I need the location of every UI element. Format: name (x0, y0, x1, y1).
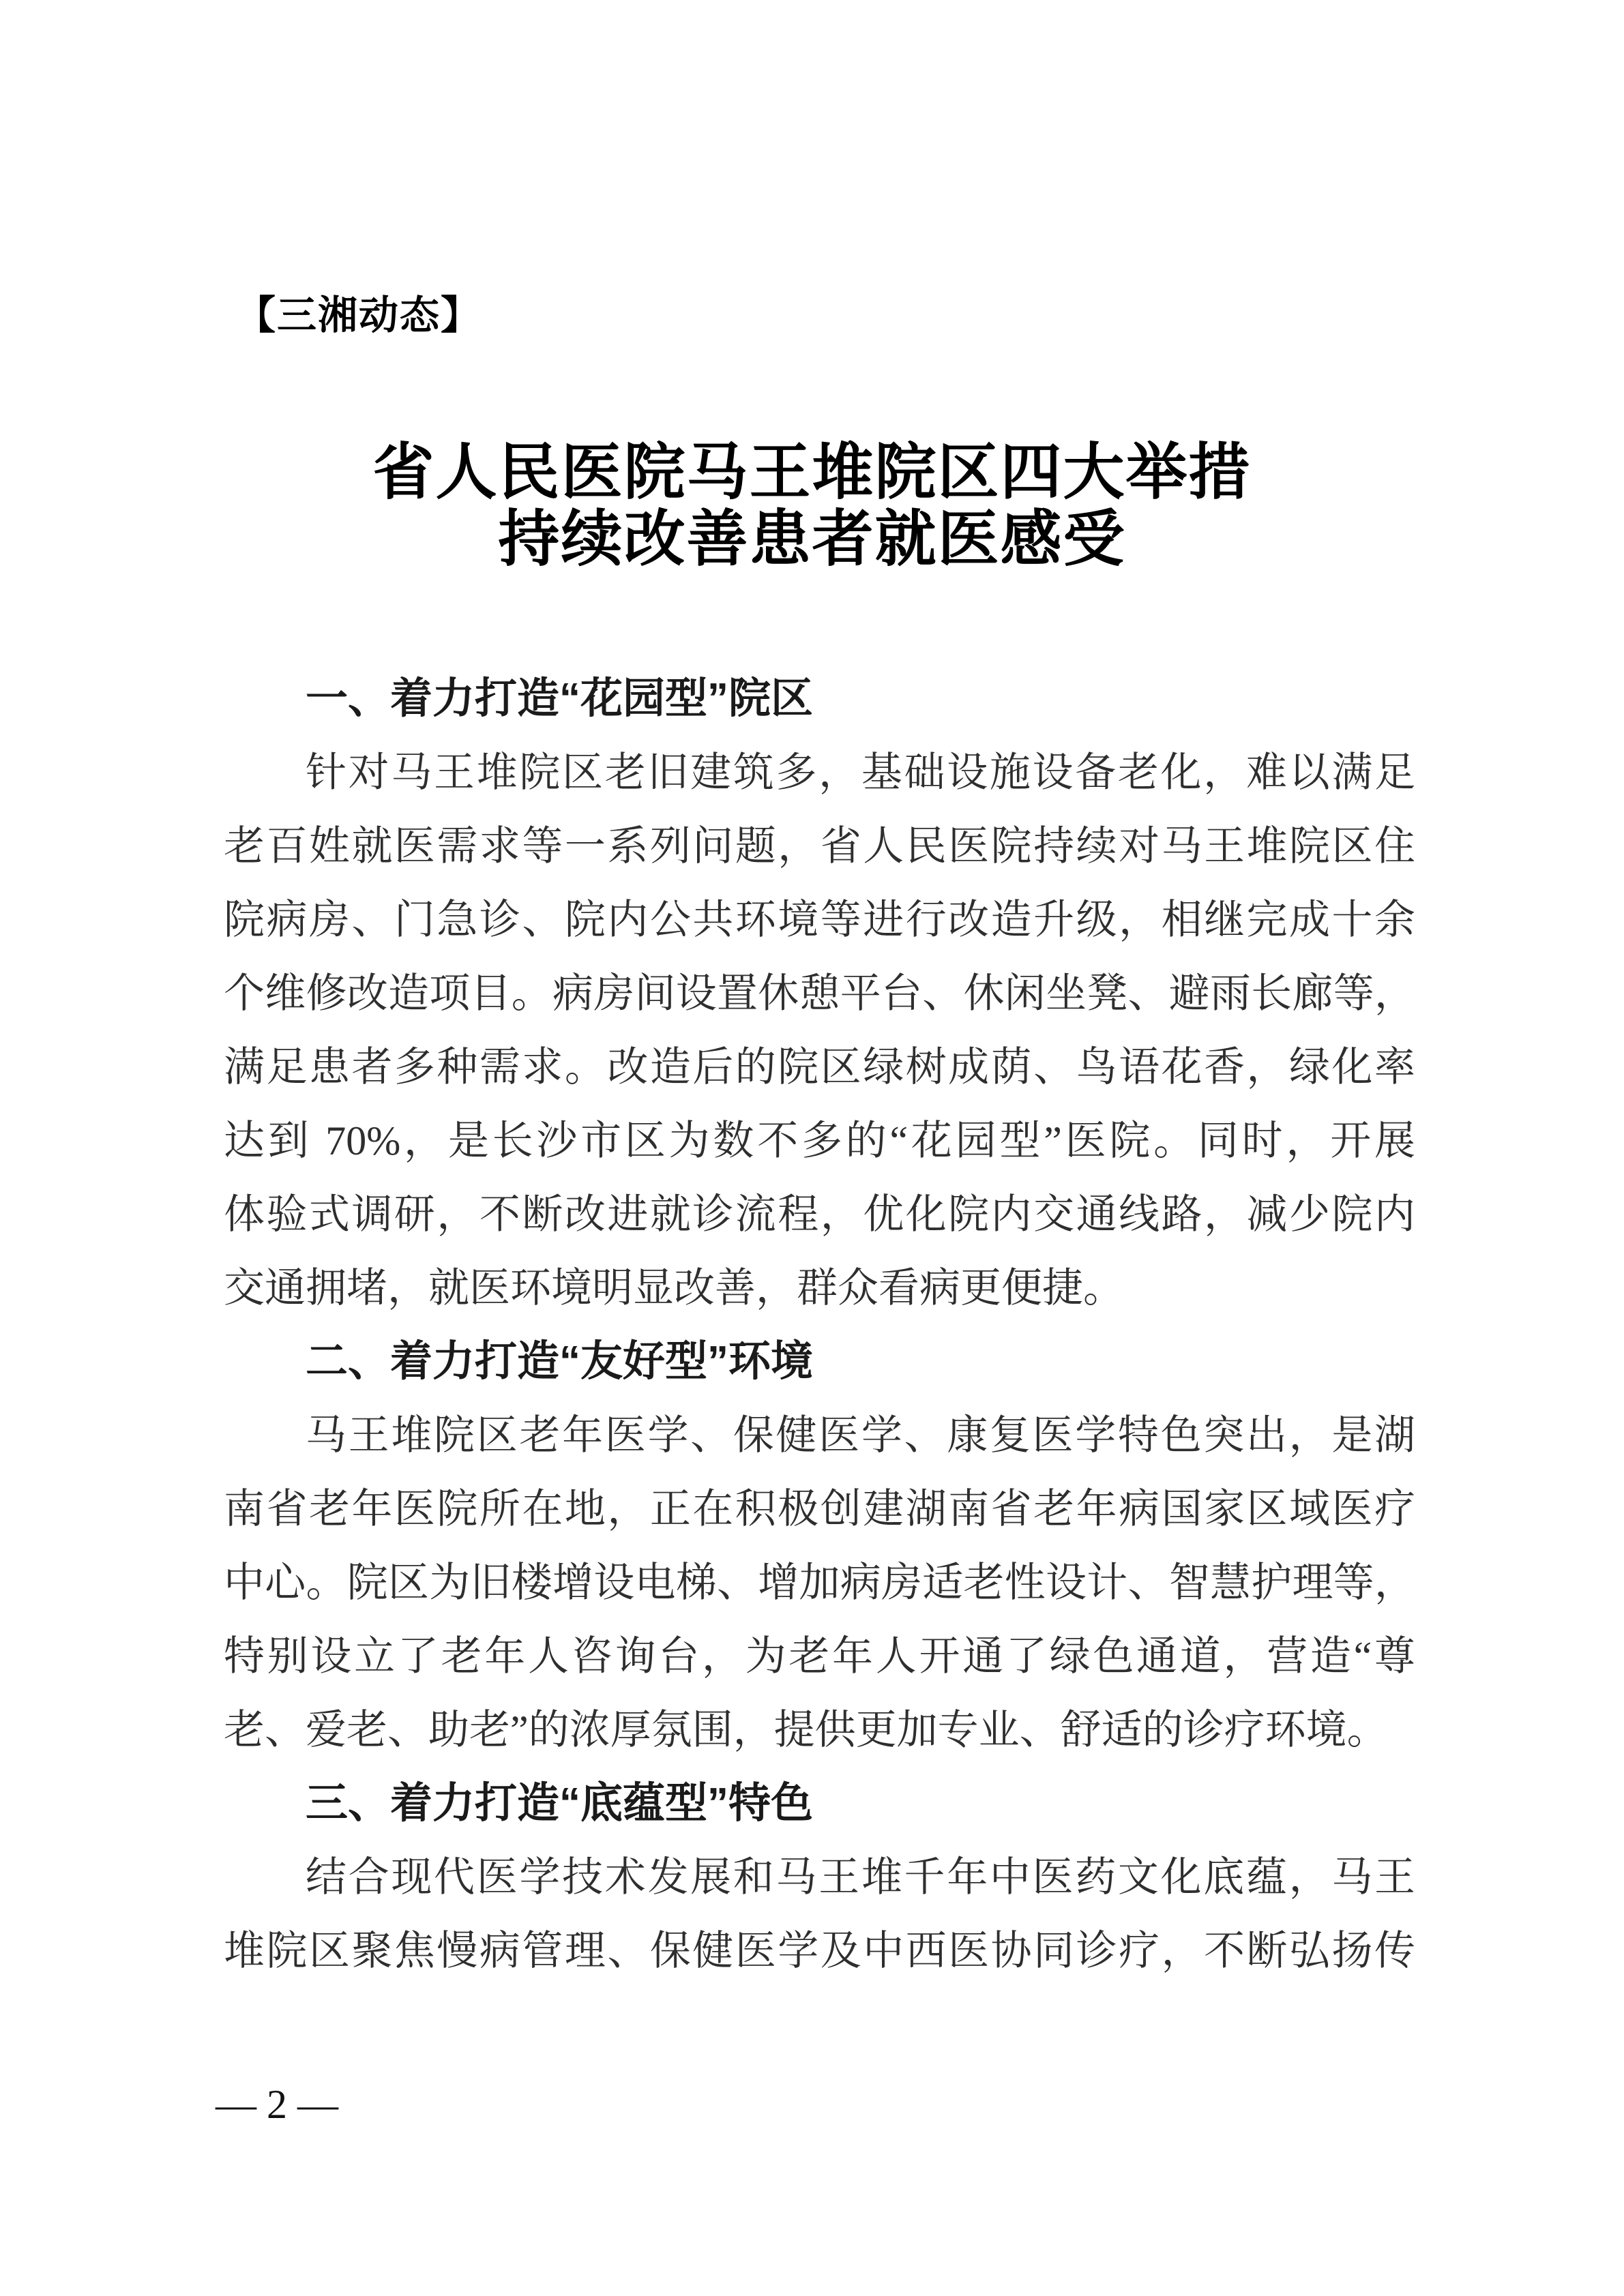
body-line: 堆院区聚焦慢病管理、保健医学及中西医协同诊疗，不断弘扬传 (224, 1928, 1415, 1973)
section-heading: 二、着力打造“友好型”环境 (306, 1338, 814, 1385)
section-heading: 一、着力打造“花园型”院区 (306, 675, 814, 722)
body-line: 满足患者多种需求。改造后的院区绿树成荫、鸟语花香，绿化率 (224, 1045, 1415, 1090)
column-bracket-tag: 【三湘动态】 (236, 293, 482, 338)
document-title (0, 440, 1624, 573)
document-title-line-2: 持续改善患者就医感受 (498, 506, 1126, 573)
document-title-line-1: 省人民医院马王堆院区四大举措 (372, 439, 1252, 507)
body-line: 体验式调研，不断改进就诊流程，优化院内交通线路，减少院内 (224, 1192, 1415, 1237)
body-line: 老百姓就医需求等一系列问题，省人民医院持续对马王堆院区住 (224, 824, 1415, 869)
body-line: 个维修改造项目。病房间设置休憩平台、休闲坐凳、避雨长廊等， (224, 971, 1415, 1016)
section-heading: 三、着力打造“底蕴型”特色 (306, 1780, 814, 1827)
body-line: 特别设立了老年人咨询台，为老年人开通了绿色通道，营造“尊 (224, 1634, 1415, 1679)
body-line: 达到 70%，是长沙市区为数不多的“花园型”医院。同时，开展 (224, 1118, 1415, 1163)
body-line: 中心。院区为旧楼增设电梯、增加病房适老性设计、智慧护理等， (224, 1560, 1415, 1605)
body-line: 结合现代医学技术发展和马王堆千年中医药文化底蕴，马王 (306, 1855, 1415, 1900)
body-line: 老、爱老、助老”的浓厚氛围，提供更加专业、舒适的诊疗环境。 (224, 1708, 1388, 1753)
body-line: 针对马王堆院区老旧建筑多，基础设施设备老化，难以满足 (306, 750, 1415, 795)
page-number: — 2 — (216, 2082, 338, 2127)
document-body (224, 662, 1415, 1988)
body-line: 院病房、门急诊、院内公共环境等进行改造升级，相继完成十余 (224, 897, 1415, 942)
body-line: 南省老年医院所在地，正在积极创建湖南省老年病国家区域医疗 (224, 1487, 1415, 1532)
body-line: 马王堆院区老年医学、保健医学、康复医学特色突出，是湖 (306, 1413, 1415, 1458)
body-line: 交通拥堵，就医环境明显改善，群众看病更便捷。 (224, 1266, 1124, 1311)
